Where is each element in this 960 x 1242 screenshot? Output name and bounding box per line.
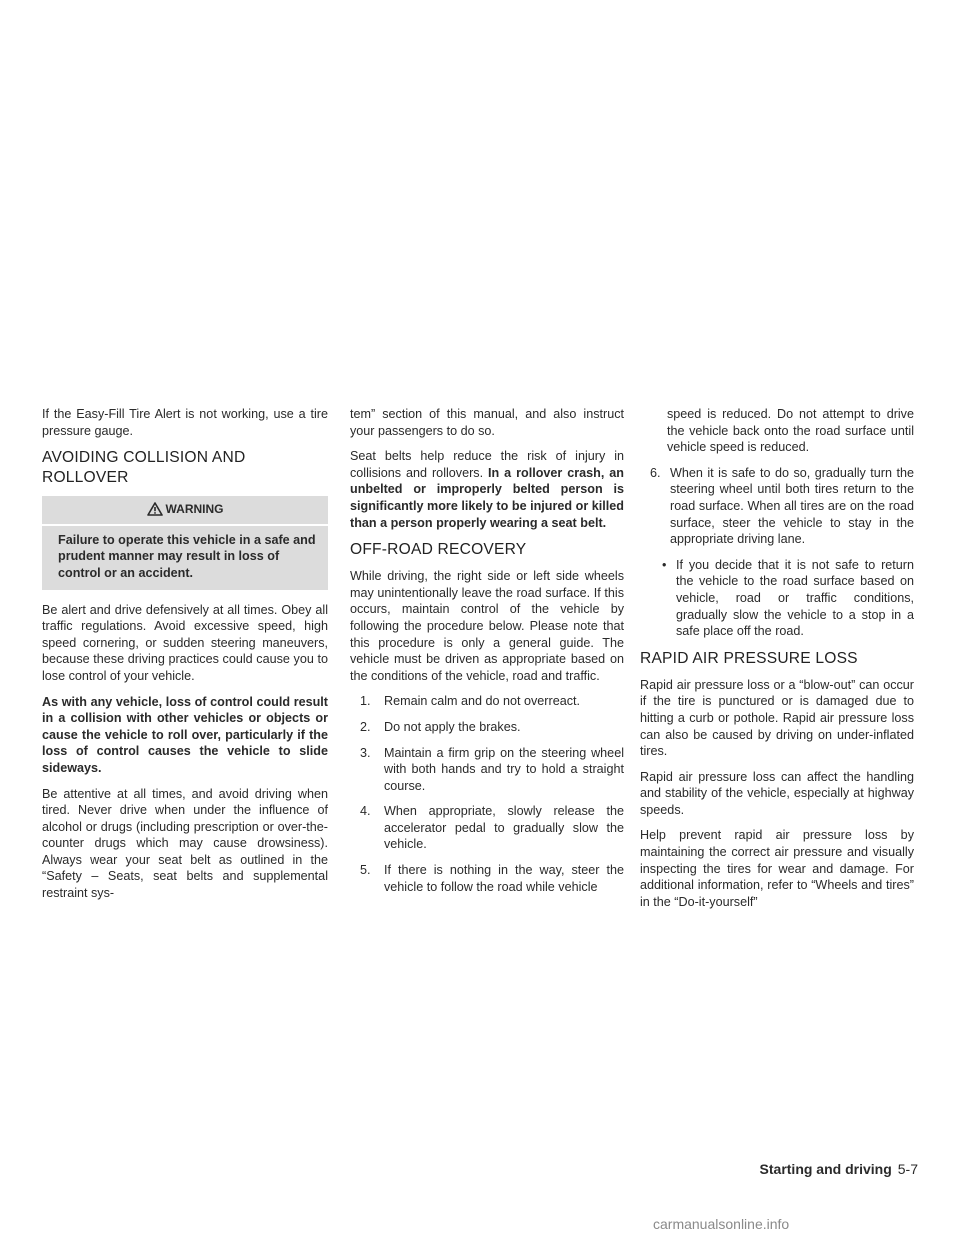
paragraph-offroad: While driving, the right side or left side wheels may unintentionally leave the road surface. If this occurs, maintain control of the vehicle by following the procedure below. Please note that this procedure is only a general guide. The vehicle must be driven as appropriate based on the conditions of the vehicle, road and traffic. bbox=[350, 569, 624, 683]
list-text: Do not apply the brakes. bbox=[384, 719, 521, 734]
list-item bbox=[350, 862, 624, 895]
list-text: When appropriate, slowly release the accelerator pedal to gradually slow the vehicle. bbox=[384, 804, 624, 852]
section-heading-rapid-air: RAPID AIR PRESSURE LOSS bbox=[640, 649, 858, 667]
list-number: 3. bbox=[360, 745, 371, 760]
list-number: 1. bbox=[360, 694, 371, 709]
column-3 bbox=[640, 406, 914, 919]
paragraph-defensive: Be alert and drive defensively at all times. Obey all traffic regulations. Avoid excessive speed, high speed cornering, or sudden steering maneuvers, because these driving practices could cause you to lose control of your vehicle. bbox=[42, 602, 328, 683]
paragraph-blowout: Rapid air pressure loss or a “blow-out” can occur if the tire is punctured or is damaged due to hitting a curb or pothole. Rapid air pressure loss can also be caused by driving on under-inflated tires. bbox=[640, 677, 914, 759]
column-1 bbox=[42, 406, 328, 911]
bullet-mark: • bbox=[662, 557, 667, 572]
list-number: 2. bbox=[360, 719, 371, 734]
warning-label: WARNING bbox=[165, 502, 224, 517]
list-number: 4. bbox=[360, 804, 371, 819]
paragraph-loss-of-control: As with any vehicle, loss of control could result in a collision with other vehicles or objects or cause the vehicle to roll over, particularly if the loss of control causes the vehicle to slide sideways. bbox=[42, 694, 328, 775]
list-item bbox=[350, 803, 624, 853]
page-footer bbox=[700, 1161, 918, 1177]
paragraph-seat-belts bbox=[350, 448, 624, 531]
list-item bbox=[350, 719, 624, 736]
list-number: 5. bbox=[360, 863, 371, 878]
footer-section-title: Starting and driving bbox=[759, 1161, 892, 1177]
warning-text: Failure to operate this vehicle in a safe and prudent manner may result in loss of control or an accident. bbox=[58, 532, 316, 580]
column-2 bbox=[350, 406, 624, 904]
list-text: Maintain a firm grip on the steering wheel with both hands and try to hold a straight course. bbox=[384, 745, 624, 793]
list-item bbox=[350, 693, 624, 710]
watermark: carmanualsonline.info bbox=[653, 1216, 790, 1232]
step5-continued: speed is reduced. Do not attempt to drive the vehicle back onto the road surface until vehicle speed is reduced. bbox=[667, 407, 914, 455]
paragraph-attentive: Be attentive at all times, and avoid driving when tired. Never drive when under the influence of alcohol or drugs (including prescription or over-the-counter drugs which may cause drowsiness). Always wear your seat belt as outlined in the “Safety – Seats, seat belts and supplemental restraint sys- bbox=[42, 786, 328, 901]
section-heading-offroad: OFF-ROAD RECOVERY bbox=[350, 541, 527, 559]
list-number: 6. bbox=[650, 465, 661, 480]
list-text: Remain calm and do not overreact. bbox=[384, 694, 581, 709]
list-item bbox=[650, 465, 914, 548]
bullet-text: If you decide that it is not safe to return the vehicle to the road surface based on vehicle, road or traffic conditions, gradually slow the vehicle to a stop in a safe place off the road. bbox=[676, 557, 914, 639]
seat-belts-bold: In a rollover crash, an unbelted or improperly belted person is significantly more likely to be injured or killed than a person properly wearing a seat belt. bbox=[350, 465, 624, 530]
list-text: If there is nothing in the way, steer the vehicle to follow the road while vehicle bbox=[384, 863, 624, 894]
warning-box bbox=[42, 496, 328, 589]
seat-belts-normal: Seat belts help reduce the risk of injury in collisions and rollovers. bbox=[350, 449, 624, 480]
section-heading-collision: AVOIDING COLLISION AND ROLLOVER bbox=[42, 449, 246, 487]
warning-header bbox=[42, 496, 328, 526]
page-number: 5-7 bbox=[897, 1161, 918, 1177]
intro-paragraph: If the Easy-Fill Tire Alert is not working, use a tire pressure gauge. bbox=[42, 407, 328, 438]
warning-triangle-icon bbox=[147, 502, 163, 516]
paragraph-continued: tem” section of this manual, and also instruct your passengers to do so. bbox=[350, 407, 624, 438]
list-text: When it is safe to do so, gradually turn the steering wheel until both tires return to the road surface. When all tires are on the road surface, steer the vehicle to stay in the appropriate driving lane. bbox=[670, 465, 914, 547]
bullet-item bbox=[662, 557, 914, 640]
paragraph-handling: Rapid air pressure loss can affect the handling and stability of the vehicle, especially at highway speeds. bbox=[640, 769, 914, 817]
list-item bbox=[350, 745, 624, 795]
paragraph-prevent: Help prevent rapid air pressure loss by maintaining the correct air pressure and visually inspecting the tires for wear and damage. For additional information, refer to “Wheels and tires” in the “Do-it-yourself” bbox=[640, 828, 914, 909]
